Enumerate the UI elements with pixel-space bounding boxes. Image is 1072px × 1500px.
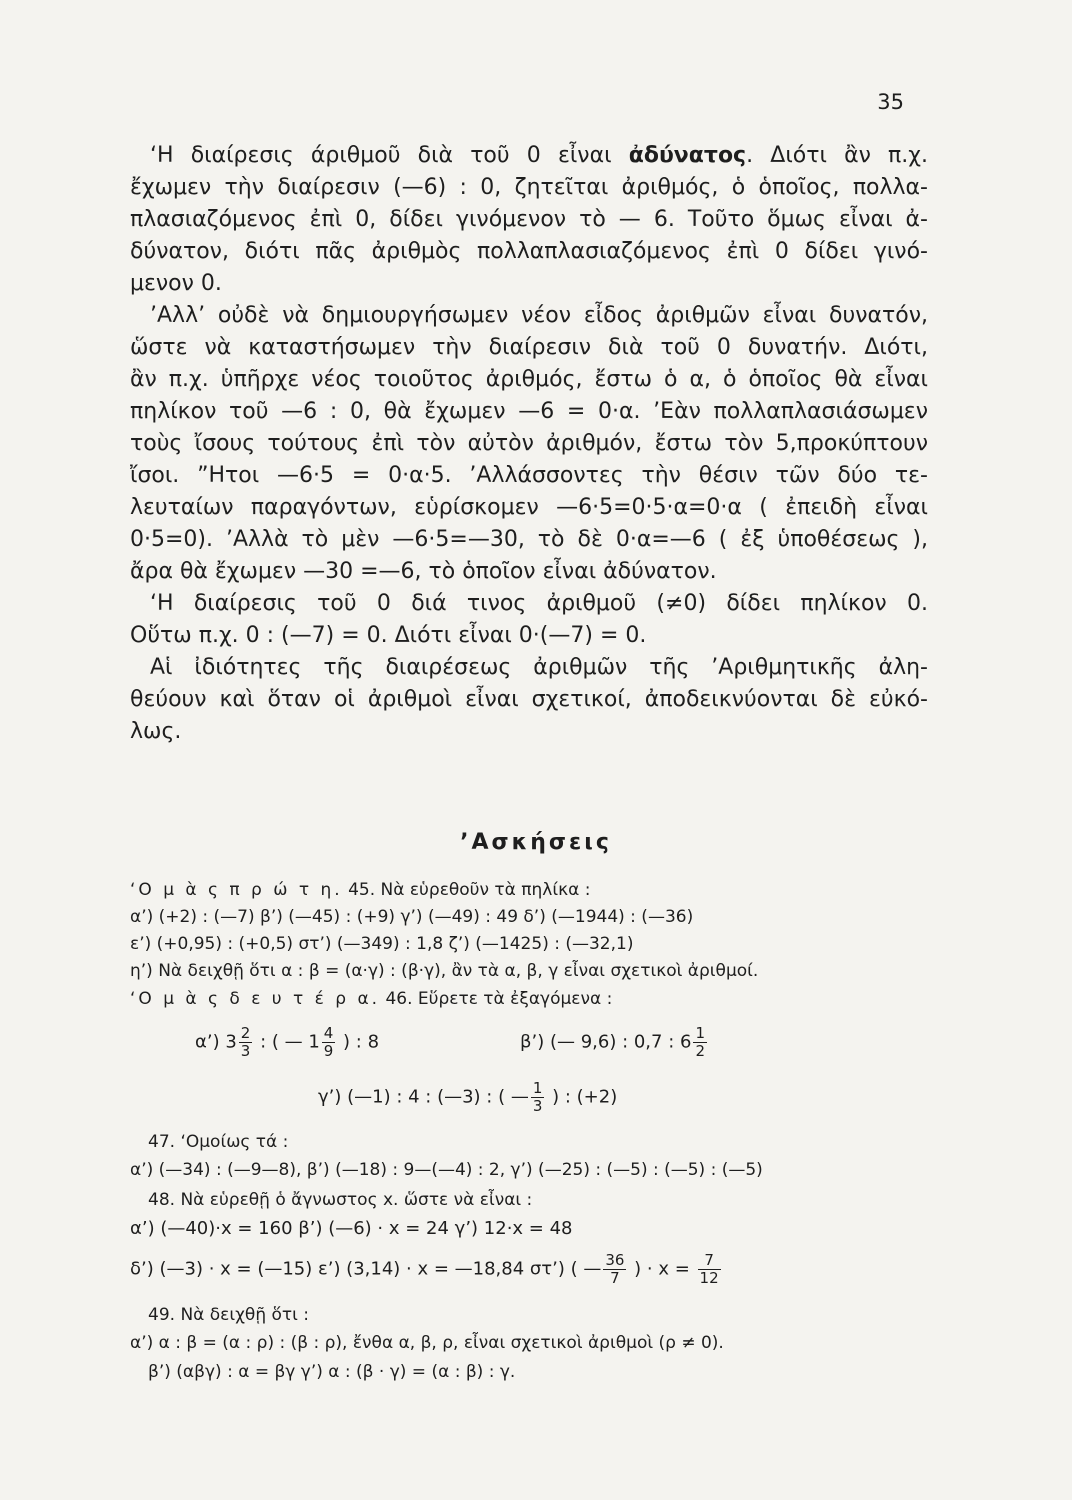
text-line: πλασιαζόμενος ἐπὶ 0, δίδει γινόμενον τὸ — 6. Τοῦτο ὅμως εἶναι ἀ- xyxy=(130,207,928,232)
exercise-49-head: 49. Νὰ δειχθῇ ὅτι : xyxy=(148,1305,310,1325)
text-line: λως. xyxy=(130,719,182,744)
text-line: Οὕτω π.χ. 0 : (—7) = 0. Διότι εἶναι 0·(—7) = 0. xyxy=(130,623,647,648)
exercise-group-2 xyxy=(130,989,930,1009)
denominator: 3 xyxy=(532,1097,543,1115)
numerator: 2 xyxy=(240,1024,251,1042)
text-line: τοὺς ἴσους τούτους ἐπὶ τὸν αὐτὸν ἀριθμόν, ἔστω τὸν 5,προκύπτουν xyxy=(130,431,928,456)
text-line: ἔχωμεν τὴν διαίρεσιν (—6) : 0, ζητεῖται ἀριθμός, ὁ ὁποῖος, πολλα- xyxy=(130,175,928,200)
expr-text: γ’) (—1) : 4 : (—3) : ( — xyxy=(318,1086,529,1108)
exercises-heading: ’Ασκήσεις xyxy=(460,830,612,855)
exercise-47-head: 47. ‘Ομοίως τά : xyxy=(148,1132,289,1152)
text-line: πηλίκον τοῦ —6 : 0, θὰ ἔχωμεν —6 = 0·α. ’Εὰν πολλαπλασιάσωμεν xyxy=(130,399,928,424)
denominator: 2 xyxy=(695,1042,705,1060)
text-line: Αἱ ἰδιότητες τῆς διαιρέσεως ἀριθμῶν τῆς ’Αριθμητικῆς ἀλη- xyxy=(150,655,928,680)
expr-text: : ( — 1 xyxy=(254,1031,320,1053)
emphasis-term: ἀδύνατος xyxy=(628,143,747,168)
numerator: 4 xyxy=(323,1024,334,1042)
denominator: 9 xyxy=(323,1042,334,1060)
expr-text: β’) (— 9,6) : 0,7 : 6 xyxy=(520,1031,692,1053)
text-line: ‘Η διαίρεσις τοῦ 0 διά τινος ἀριθμοῦ (≠0) δίδει πηλίκον 0. xyxy=(150,591,928,616)
text-line: δύνατον, διότι πᾶς ἀριθμὸς πολλαπλασιαζόμενος ἐπὶ 0 δίδει γινό- xyxy=(130,239,928,264)
text-line: ἂν π.χ. ὑπῆρχε νέος τοιοῦτος ἀριθμός, ἔστω ὁ α, ὁ ὁποῖος θὰ εἶναι xyxy=(130,367,928,392)
denominator: 3 xyxy=(240,1042,251,1060)
numerator: 7 xyxy=(698,1252,721,1270)
expr-text: ) · x = xyxy=(628,1258,696,1280)
page-number: 35 xyxy=(877,90,904,114)
fraction xyxy=(531,1080,545,1115)
exercise-45-row-2: ε’) (+0,95) : (+0,5) στ’) (—349) : 1,8 ζ’) (—1425) : (—32,1) xyxy=(130,934,634,954)
exercise-48-row-2 xyxy=(130,1252,930,1287)
group-label: ‘Ο μ ὰ ς π ρ ώ τ η. xyxy=(130,880,343,900)
exercise-45-row-3: η’) Νὰ δειχθῇ ὅτι α : β = (α·γ) : (β·γ), ἂν τὰ α, β, γ εἶναι σχετικοὶ ἀριθμοί. xyxy=(130,961,759,981)
numerator: 36 xyxy=(605,1251,625,1269)
exercise-48-head: 48. Νὰ εὑρεθῇ ὁ ἄγνωστος x. ὥστε νὰ εἶναι : xyxy=(148,1190,533,1210)
fraction xyxy=(698,1252,721,1287)
exercise-46-beta xyxy=(520,1025,1072,1060)
denominator: 7 xyxy=(610,1269,620,1287)
numerator: 1 xyxy=(695,1024,705,1042)
group-label: ‘Ο μ ὰ ς δ ε υ τ έ ρ α. xyxy=(130,989,381,1009)
fraction xyxy=(603,1252,626,1287)
text-line: 0·5=0). ’Αλλὰ τὸ μὲν —6·5=—30, τὸ δὲ 0·α=—6 ( ἐξ ὑποθέσεως ), xyxy=(130,527,928,552)
expr-text: δ’) (—3) · x = (—15) ε’) (3,14) · x = —18,84 στ’) ( — xyxy=(130,1258,602,1280)
text-line: ’Αλλ’ οὐδὲ νὰ δημιουργήσωμεν νέον εἶδος ἀριθμῶν εἶναι δυνατόν, xyxy=(150,303,928,328)
fraction xyxy=(693,1025,707,1060)
text-line: ὥστε νὰ καταστήσωμεν τὴν διαίρεσιν διὰ τοῦ 0 δυνατήν. Διότι, xyxy=(130,335,928,360)
text-line: ‘Η διαίρεσις άριθμοῦ διὰ τοῦ 0 εἶναι xyxy=(150,143,629,168)
exercise-47-row: α’) (—34) : (—9—8), β’) (—18) : 9—(—4) : 2, γ’) (—25) : (—5) : (—5) : (—5) xyxy=(130,1160,763,1180)
text-line: θεύουν καὶ ὅταν οἱ ἀριθμοὶ εἶναι σχετικοί, ἀποδεικνύονται δὲ εὐκό- xyxy=(130,687,928,712)
exercise-46-gamma xyxy=(318,1080,1072,1115)
exercise-48-row-1: α’) (—40)·x = 160 β’) (—6) · x = 24 γ’) 12·x = 48 xyxy=(130,1218,573,1239)
denominator: 12 xyxy=(699,1269,719,1287)
text-line: ἴσοι. ”Ητοι —6·5 = 0·α·5. ’Αλλάσσοντες τὴν θέσιν τῶν δύο τε- xyxy=(130,463,928,488)
numerator: 1 xyxy=(532,1079,543,1097)
text-line: μενον 0. xyxy=(130,271,222,296)
exercise-group-1 xyxy=(130,880,930,900)
exercise-45-row-1: α’) (+2) : (—7) β’) (—45) : (+9) γ’) (—49) : 49 δ’) (—1944) : (—36) xyxy=(130,907,694,927)
text-line: ἄρα θὰ ἔχωμεν —30 =—6, τὸ ὁποῖον εἶναι ἀδύνατον. xyxy=(130,559,717,584)
exercise-intro: 45. Νὰ εὑρεθοῦν τὰ πηλίκα : xyxy=(342,880,591,900)
exercise-intro: 46. Εὕρετε τὰ ἐξαγόμενα : xyxy=(380,989,613,1009)
exercise-49-row-1: α’) α : β = (α : ρ) : (β : ρ), ἔνθα α, β, ρ, εἶναι σχετικοὶ ἀριθμοὶ (ρ ≠ 0). xyxy=(130,1333,724,1353)
text-line: λευταίων παραγόντων, εὑρίσκομεν —6·5=0·5·α=0·α ( ἐπειδὴ εἶναι xyxy=(130,495,928,520)
fraction xyxy=(239,1025,253,1060)
text-line: . Διότι ἂν π.χ. xyxy=(746,143,928,168)
expr-text: ) : 8 xyxy=(337,1031,380,1053)
fraction xyxy=(322,1025,336,1060)
text-line xyxy=(130,140,928,172)
exercise-49-row-2: β’) (αβγ) : α = βγ γ’) α : (β · γ) = (α : β) : γ. xyxy=(148,1362,516,1382)
main-text xyxy=(130,140,928,748)
expr-text: ) : (+2) xyxy=(546,1086,618,1108)
expr-text: α’) 3 xyxy=(195,1031,237,1053)
